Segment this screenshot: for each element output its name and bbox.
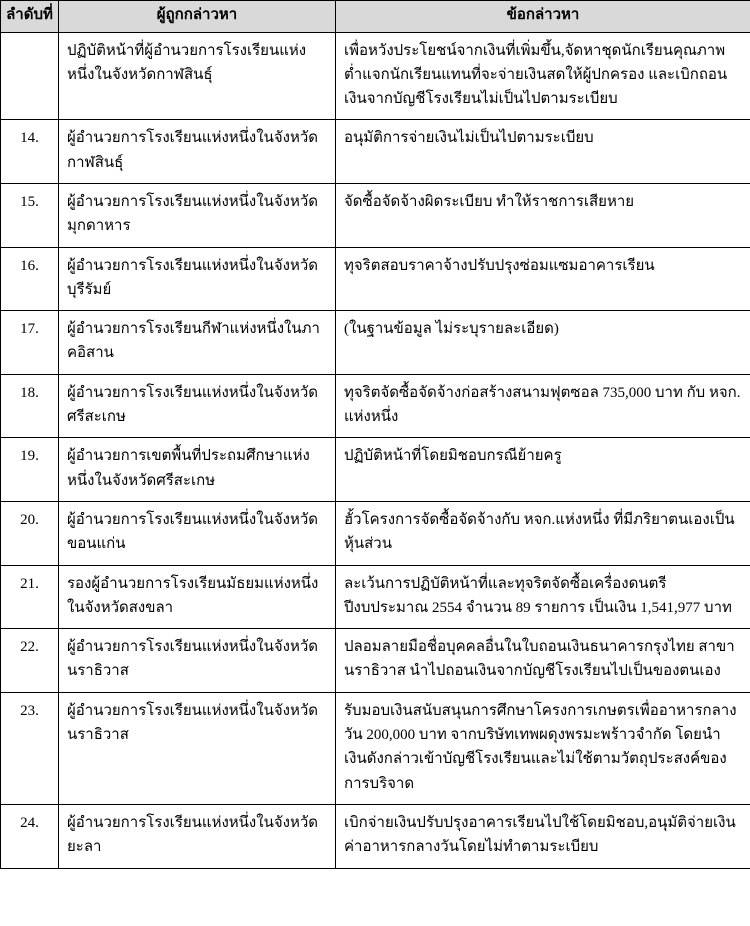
table-row (1, 804, 750, 868)
column-header-no: ลำดับที่ (1, 1, 59, 33)
table-body (1, 32, 750, 868)
row-charge: ทุจริตสอบราคาจ้างปรับปรุงซ่อมแซมอาคารเรียน (336, 247, 750, 311)
row-charge: ปฏิบัติหน้าที่โดยมิชอบกรณีย้ายครู (336, 438, 750, 502)
row-number (1, 32, 59, 120)
row-charge: จัดซื้อจัดจ้างผิดระเบียบ ทำให้ราชการเสียหาย (336, 183, 750, 247)
table-header-row (1, 1, 750, 33)
row-number: 23. (1, 692, 59, 804)
table-row (1, 374, 750, 438)
row-accused: ผู้อำนวยการโรงเรียนแห่งหนึ่งในจังหวัดนราธิวาส (59, 629, 336, 693)
column-header-accused: ผู้ถูกกล่าวหา (59, 1, 336, 33)
row-number: 22. (1, 629, 59, 693)
row-charge: ละเว้นการปฏิบัติหน้าที่และทุจริตจัดซื้อเครื่องดนตรี ปีงบประมาณ 2554 จำนวน 89 รายการ เป็นเงิน 1,541,977 บาท (336, 565, 750, 629)
row-number: 15. (1, 183, 59, 247)
row-accused: ผู้อำนวยการเขตพื้นที่ประถมศึกษาแห่งหนึ่งในจังหวัดศรีสะเกษ (59, 438, 336, 502)
row-charge: อนุมัติการจ่ายเงินไม่เป็นไปตามระเบียบ (336, 120, 750, 184)
row-charge: ทุจริตจัดซื้อจัดจ้างก่อสร้างสนามฟุตซอล 735,000 บาท กับ หจก. แห่งหนึ่ง (336, 374, 750, 438)
row-accused: ผู้อำนวยการโรงเรียนแห่งหนึ่งในจังหวัดนราธิวาส (59, 692, 336, 804)
column-header-charge: ข้อกล่าวหา (336, 1, 750, 33)
row-accused: ผู้อำนวยการโรงเรียนแห่งหนึ่งในจังหวัดกาฬสินธุ์ (59, 120, 336, 184)
row-charge: รับมอบเงินสนับสนุนการศึกษาโครงการเกษตรเพื่ออาหารกลางวัน 200,000 บาท จากบริษัทเทพผดุงพรมะพร้าวจำกัด โดยนำเงินดังกล่าวเข้าบัญชีโรงเรียนและไม่ใช้ตามวัตถุประสงค์ของการบริจาด (336, 692, 750, 804)
row-number: 24. (1, 804, 59, 868)
row-number: 21. (1, 565, 59, 629)
row-accused: รองผู้อำนวยการโรงเรียนมัธยมแห่งหนึ่งในจังหวัดสงขลา (59, 565, 336, 629)
table-row (1, 120, 750, 184)
table-row (1, 32, 750, 120)
row-number: 16. (1, 247, 59, 311)
row-charge: เพื่อหวังประโยชน์จากเงินที่เพิ่มขึ้น,จัดหาชุดนักเรียนคุณภาพต่ำแจกนักเรียนแทนที่จะจ่ายเงินสดให้ผู้ปกครอง และเบิกถอนเงินจากบัญชีโรงเรียนไม่เป็นไปตามระเบียบ (336, 32, 750, 120)
row-accused: ผู้อำนวยการโรงเรียนแห่งหนึ่งในจังหวัดบุรีรัมย์ (59, 247, 336, 311)
table-row (1, 629, 750, 693)
table-row (1, 183, 750, 247)
row-number: 17. (1, 311, 59, 375)
row-charge: ฮั้วโครงการจัดซื้อจัดจ้างกับ หจก.แห่งหนึ่ง ที่มีภริยาตนเองเป็นหุ้นส่วน (336, 501, 750, 565)
row-accused: ผู้อำนวยการโรงเรียนแห่งหนึ่งในจังหวัดยะลา (59, 804, 336, 868)
row-charge: เบิกจ่ายเงินปรับปรุงอาคารเรียนไปใช้โดยมิชอบ,อนุมัติจ่ายเงินค่าอาหารกลางวันโดยไม่ทำตามระเบียบ (336, 804, 750, 868)
table-row (1, 247, 750, 311)
row-accused: ผู้อำนวยการโรงเรียนแห่งหนึ่งในจังหวัดมุกดาหาร (59, 183, 336, 247)
row-number: 18. (1, 374, 59, 438)
table-row (1, 501, 750, 565)
table-row (1, 311, 750, 375)
row-charge: ปลอมลายมือชื่อบุคคลอื่นในใบถอนเงินธนาคารกรุงไทย สาขานราธิวาส นำไปถอนเงินจากบัญชีโรงเรียนไปเป็นของตนเอง (336, 629, 750, 693)
row-charge: (ในฐานข้อมูล ไม่ระบุรายละเอียด) (336, 311, 750, 375)
row-accused: ผู้อำนวยการโรงเรียนแห่งหนึ่งในจังหวัดศรีสะเกษ (59, 374, 336, 438)
table-row (1, 565, 750, 629)
row-number: 14. (1, 120, 59, 184)
row-accused: ผู้อำนวยการโรงเรียนแห่งหนึ่งในจังหวัดขอนแก่น (59, 501, 336, 565)
table-row (1, 692, 750, 804)
row-number: 19. (1, 438, 59, 502)
row-accused: ปฏิบัติหน้าที่ผู้อำนวยการโรงเรียนแห่งหนึ่งในจังหวัดกาฬสินธุ์ (59, 32, 336, 120)
table-row (1, 438, 750, 502)
row-accused: ผู้อำนวยการโรงเรียนกีฬาแห่งหนึ่งในภาคอิสาน (59, 311, 336, 375)
table-header (1, 1, 750, 33)
row-number: 20. (1, 501, 59, 565)
